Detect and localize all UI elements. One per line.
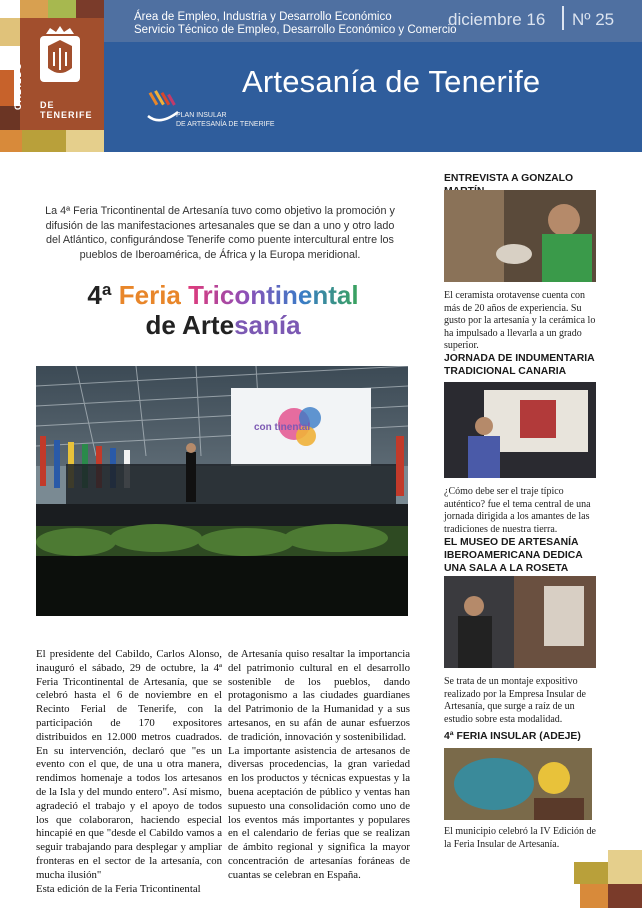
sidebar-text-1: El ceramista orotavense cuenta con más de 20 años de experiencia. Su gusto por la artesanía y la cerámica lo ha impulsado a llevarla a un grado superior.: [444, 290, 596, 352]
feature-title-sania: sanía: [234, 310, 301, 340]
plan-insular-label: [176, 111, 275, 129]
sidebar-text-4: El municipio celebró la IV Edición de la Feria Insular de Artesanía.: [444, 826, 596, 850]
issue-divider: [562, 6, 564, 30]
issue-number: Nº 25: [572, 10, 615, 29]
feature-title: [48, 280, 398, 340]
jornada-photo: [444, 382, 596, 478]
cabildo-label: CABILDO: [13, 62, 23, 110]
feature-title-line-1: [48, 280, 398, 310]
sidebar-heading-1: ENTREVISTA A GONZALO: [444, 173, 574, 184]
audience: [66, 464, 396, 504]
issue-date: diciembre 16: [448, 10, 546, 29]
museo-photo: [444, 576, 596, 668]
intro-paragraph: La 4ª Feria Tricontinental de Artesanía tuvo como objetivo la promoción y difusión de las manifestaciones artesanales que se dan a uno y otro lado del Atlántico, configurándose Tenerife como puente intercultural entre los pueblos de Iberoamérica, de África y la Europa meridional.: [45, 205, 395, 261]
sidebar-heading-3: EL MUSEO DE ARTESANÍA IBEROAMERICANA DEDICA UNA SALA A LA ROSETA: [444, 537, 583, 574]
body-right-paragraph-1: de Artesanía quiso resaltar la importancia del patrimonio cultural en el desarrollo sostenible de los pueblos, dando protagonismo a las ciudades guardianes del Patrimonio de la Humanidad y a sus artesanos, en su afán de aunar esfuerzos de tradición, innovación y sostenibilidad.: [228, 648, 410, 743]
tenerife-label: DE TENERIFE: [40, 100, 93, 120]
feature-title-de-arte: de Arte: [145, 310, 235, 340]
page-header: [0, 0, 642, 152]
magazine-title: Artesanía de Tenerife: [242, 64, 541, 99]
feria-insular-photo: [444, 748, 592, 820]
sidebar-heading-2: JORNADA DE INDUMENTARIA TRADICIONAL CANARIA: [444, 353, 595, 377]
department-names: [134, 11, 457, 37]
feature-title-tricontinental: Tricontinental: [188, 280, 359, 310]
body-right-paragraph-2: La importante asistencia de artesanos de diversas procedencias, la gran variedad en los productos y técnicas expuestas y la buena aceptación de público y ventas han supuesto una consolidación como uno de los eventos más importantes y populares en el calendario de ferias que se realizan de ámbito regional y significa la mayor concentración de artesanías foráneas de cuantas se celebran en España.: [228, 744, 410, 881]
body-left-paragraph: El presidente del Cabildo, Carlos Alonso, inauguró el sábado, 29 de octubre, la 4ª Feria Tricontinental de Artesanía, que se celebró hasta el 6 de noviembre en el Recinto Ferial de Tenerife, con la participación de 170 expositores distribuidos en 12.000 metros cuadrados. En su intervención, declaró que "es un evento con el que, de una u otra manera, rendimos homenaje a todos los artesanos de la Isla y del mundo entero". Así mismo, agradeció el trabajo y el apoyo de todos los que colaboraron, haciendo especial hincapié en que "desde el Cabildo vamos a seguir trabajando para desplegar y ampliar fronteras en el sector de la artesanía, con mucha ilusión": [36, 648, 222, 881]
ceramist-photo: [444, 190, 596, 282]
photo-banner-text: con tinental: [254, 422, 311, 433]
feature-title-line-2: [48, 310, 398, 340]
plan-label-line-2: DE ARTESANÍA DE TENERIFE: [176, 121, 275, 128]
body-column-left: [36, 648, 222, 896]
sidebar-text-3: Se trata de un montaje expositivo realizado por la Empresa Insular de Artesanía, que surge a raíz de un estudio sobre esta modalidad.: [444, 676, 586, 725]
body-left-continuation: Esta edición de la Feria Tricontinental: [36, 882, 201, 895]
department-line-1: Área de Empleo, Industria y Desarrollo Económico: [134, 11, 392, 23]
plan-label-line-1: PLAN INSULAR: [176, 112, 227, 119]
feria-inauguration-photo: [36, 366, 408, 616]
feature-title-feria: Feria: [118, 280, 189, 310]
body-column-right: [228, 648, 410, 883]
department-line-2: Servicio Técnico de Empleo, Desarrollo Económico y Comercio: [134, 24, 457, 36]
feature-title-ordinal: 4ª: [87, 280, 119, 310]
sidebar-text-2: ¿Cómo debe ser el traje típico auténtico? fue el tema central de una jornada dirigida a los amantes de las tradiciones de nuestra tierra.: [444, 486, 591, 535]
sidebar-heading-4: 4ª FERIA INSULAR (ADEJE): [444, 731, 581, 742]
